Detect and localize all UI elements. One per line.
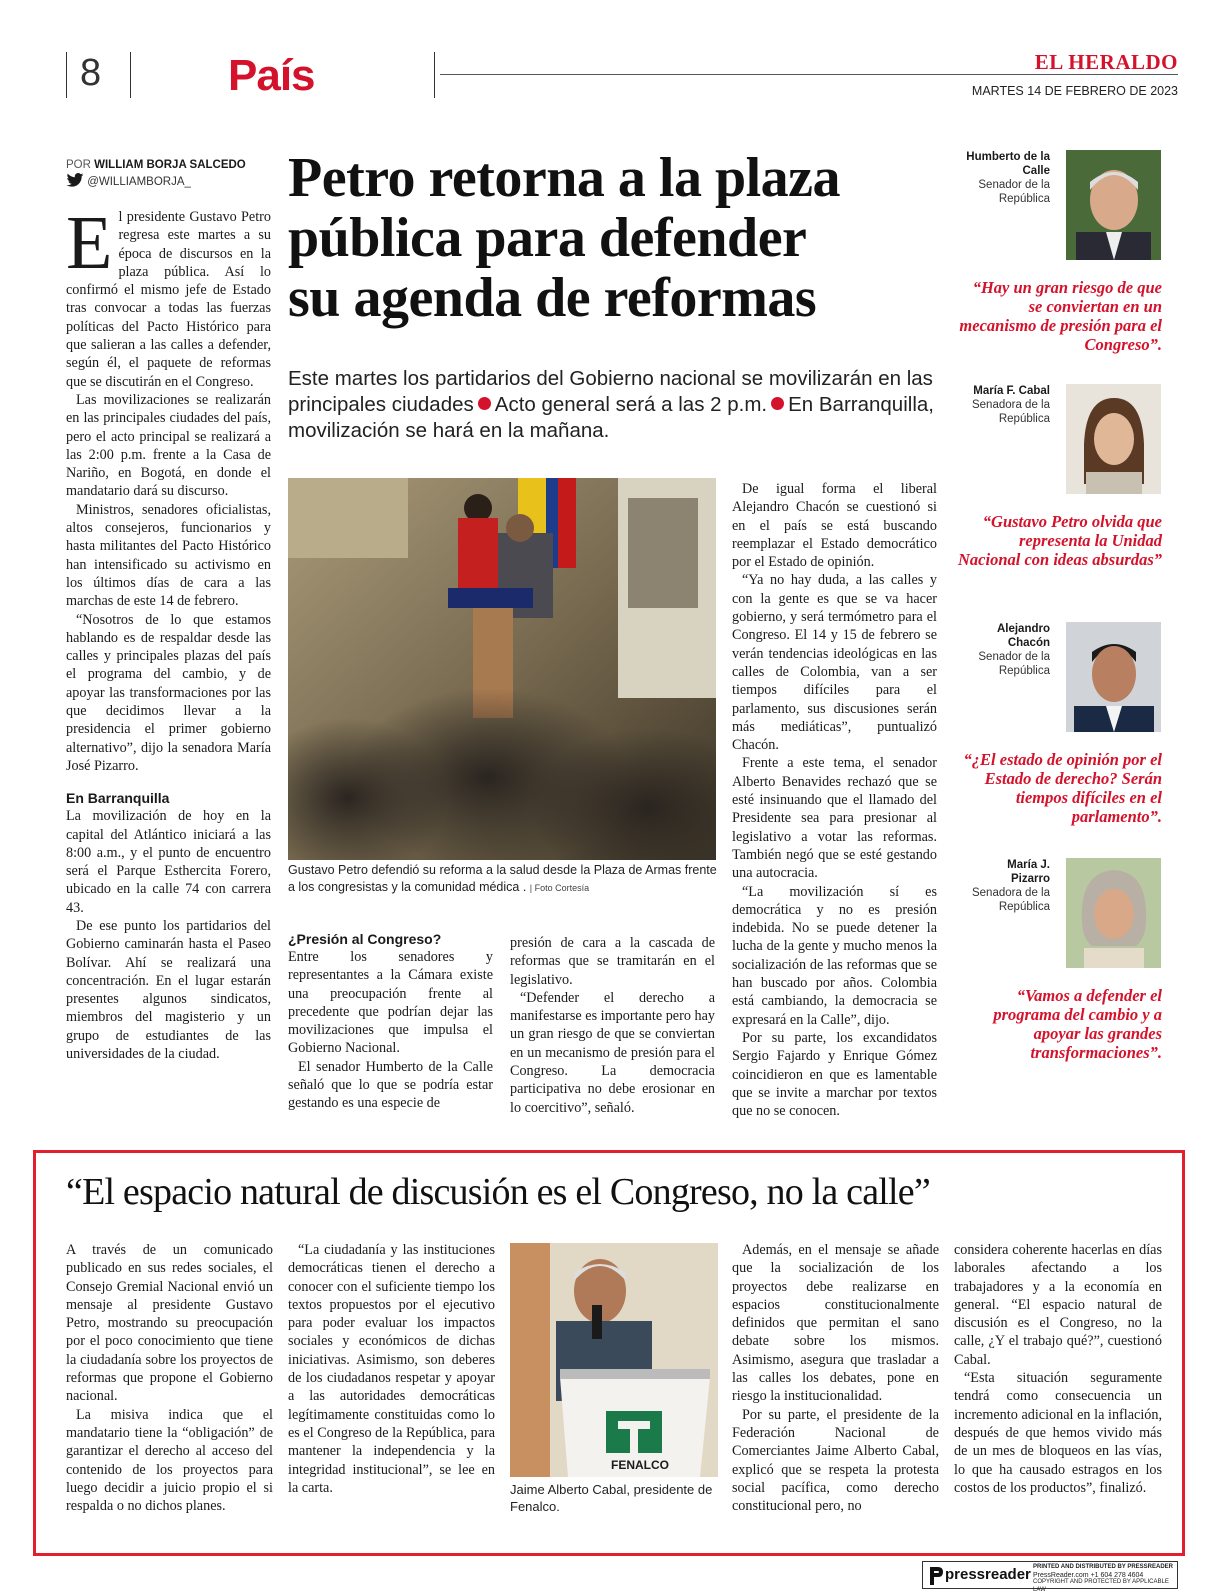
main-photo	[288, 478, 716, 860]
twitter-bird-icon	[66, 173, 84, 187]
pressreader-footer[interactable]	[922, 1561, 1178, 1593]
avatar	[1066, 384, 1161, 494]
headline-line: Petro retorna a la plaza	[288, 147, 841, 209]
article-column-1	[66, 201, 271, 1063]
sidebar-person-name: Alejandro Chacón Senador de la República	[956, 622, 1050, 678]
sidebar-person-name: María J. Pizarro Senadora de la República	[956, 858, 1050, 914]
paragraph: “Defender el derecho a manifestarse es importante pero hay un gran riesgo de que se conviertan en un mecanismo de presión para el Congreso. La democracia participativa no debe erosionar en lo coercitivo”, señaló.	[510, 989, 715, 1116]
sidebar-person-role: Senador de la República	[978, 651, 1050, 677]
paragraph: La movilización de hoy en la capital del Atlántico iniciará a las 8:00 a.m., y el punto de encuentro será el Parque Esthercita Forero, ubicado en la calle 74 con carrera 43.	[66, 808, 271, 916]
red-bullet-icon	[478, 397, 491, 410]
sidebar-quote: “¿El estado de opinión por el Estado de derecho? Serán tiempos difíciles en el parlamento”.	[963, 750, 1162, 826]
box-column-2	[288, 1241, 495, 1497]
article-column-2	[288, 930, 493, 1113]
sidebar-person-name: María F. Cabal Senadora de la República	[956, 384, 1050, 426]
avatar	[1066, 150, 1161, 260]
photo-credit: | Foto Cortesía	[529, 883, 590, 893]
box-photo	[510, 1243, 718, 1477]
paragraph: Por su parte, los excandidatos Sergio Fajardo y Enrique Gómez coincidieron en que es lamentable que se invite a marchar por textos que no se conocen.	[732, 1029, 937, 1120]
paragraph: l presidente Gustavo Petro regresa este martes a su época de discursos en la plaza pública. Así lo confirmó el mismo jefe de Estado tras convocar a todas las fuerzas políticas del Pacto Histórico para que salieran a las calles a defender, según él, el paquete de reformas que se discutirán en el Congreso.	[66, 209, 271, 390]
article-headline	[288, 148, 948, 328]
subhead: ¿Presión al Congreso?	[288, 931, 442, 947]
drop-cap: E	[66, 201, 113, 285]
avatar	[1066, 858, 1161, 968]
byline-handle: @WILLIAMBORJA_	[66, 173, 276, 190]
paragraph: Además, en el mensaje se añade que la socialización de los proyectos debe realizarse en espacios constitucionalmente definidos que permitan el sano debate sobre los mismos. Asimismo, asegura que trasladar a las calles los debates, pone en riesgo la institucionalidad.	[732, 1242, 939, 1405]
sidebar-person-role: Senadora de la República	[971, 887, 1050, 913]
paragraph: “Nosotros de lo que estamos hablando es de respaldar desde las calles y principales plazas del país el programa del cambio, y de apoyar las transformaciones por las que decidimos llevar a la presidencia el primer gobierno alternativo”, dijo la senadora María José Pizarro.	[66, 611, 271, 774]
article-column-4	[732, 480, 937, 1120]
issue-date: MARTES 14 DE FEBRERO DE 2023	[971, 84, 1178, 98]
paragraph: Por su parte, el presidente de la Federación Nacional de Comerciantes Jaime Alberto Cabal, explicó que se respeta la protesta social pacífica, como derecho constitucional pero, no	[732, 1406, 939, 1515]
box-photo-caption: Jaime Alberto Cabal, presidente de Fenalco.	[510, 1482, 713, 1514]
paragraph: De ese punto los partidarios del Gobierno caminarán hasta el Paseo Bolívar. Ahí se realizará una concentración. En el lugar estarán presentes algunos sindicatos, miembros del magisterio y un grupo de estudiantes de las universidades de la ciudad.	[66, 917, 271, 1063]
box-column-3	[732, 1241, 939, 1515]
sidebar-person-role: Senador de la República	[978, 179, 1050, 205]
paragraph: “La movilización sí es democrática y no es presión indebida. No se puede detener la lucha de la gente y mucho menos la socialización de las reformas que se han buscado por años. Colombia está cambiando, la democracia se expresará en la Calle”, dijo.	[732, 883, 937, 1028]
article-column-3	[510, 934, 715, 1117]
masthead: EL HERALDO	[1034, 50, 1178, 74]
main-photo-caption: Gustavo Petro defendió su reforma a la salud desde la Plaza de Armas frente a los congresistas y la comunidad médica . | Foto Cortesía	[288, 863, 717, 894]
sidebar-person-role: Senadora de la República	[971, 399, 1050, 425]
pressreader-brand: pressreader	[945, 1566, 1031, 1583]
paragraph: Las movilizaciones se realizarán en las principales ciudades del país, pero el acto principal se realizará a las 2:00 p.m. frente a la Casa de Nariño, en Bogotá, en donde el mandatario dará su discurso.	[66, 391, 271, 500]
paragraph: De igual forma el liberal Alejandro Chacón se cuestionó si en el país se está buscando reemplazar el Estado democrático por el Estado de opinión.	[732, 481, 937, 571]
headline-line: su agenda de reformas	[288, 267, 817, 329]
pressreader-logo-icon	[928, 1567, 944, 1585]
byline	[66, 157, 276, 190]
paragraph: Frente a este tema, el senador Alberto Benavides rechazó que se esté insinuando que el llamado del Presidente sea para presionar al legislativo a votar las reformas. También negó que se esté gestando una autocracia.	[732, 755, 937, 882]
paragraph: presión de cara a la cascada de reformas que se tramitarán en el legislativo.	[510, 935, 715, 988]
paragraph: A través de un comunicado publicado en sus redes sociales, el Consejo Gremial Nacional envió un mensaje al presidente Gustavo Petro, mostrando su preocupación por el poco conocimiento que tiene la ciudadanía sobre los proyectos de reformas que propone el Gobierno nacional.	[66, 1242, 273, 1405]
pressreader-info: PRINTED AND DISTRIBUTED BY PRESSREADER PressReader.com +1 604 278 4604 COPYRIGHT AND PROTECTED BY APPLICABLE LAW	[1033, 1564, 1174, 1593]
paragraph: Ministros, senadores oficialistas, altos consejeros, funcionarios y hasta militantes del Pacto Histórico han intensificado su activismo en los últimos días de cara a las marchas de este 14 de febrero.	[66, 501, 271, 610]
page-number: 8	[80, 52, 102, 94]
page-header	[0, 0, 1224, 110]
article-deck: Este martes los partidarios del Gobierno nacional se movilizarán en las principales ciudades Acto general será a las 2 p.m. En Barranquilla, movilización se hará en la mañana.	[288, 367, 934, 442]
box-headline: “El espacio natural de discusión es el Congreso, no la calle”	[66, 1171, 930, 1213]
paragraph: “La ciudadanía y las instituciones democráticas tienen el derecho a conocer con el suficiente tiempo los textos propuestos por el ejecutivo para poder evaluar los impactos sociales y económicos de dichas iniciativas. Asimismo, son deberes de los ciudadanos respetar y apoyar a las autoridades democráticas legítimamente constituidas como lo es el Congreso de la República, para mantener la independencia y la integridad institucional”, se lee en la carta.	[288, 1242, 495, 1496]
paragraph: “Ya no hay duda, a las calles y con la gente es que se va hacer gobierno, y será termómetro para el Congreso. El 14 y 15 de febrero se verán tendencias ideológicas en las calles de Colombia, van a ser tiempos difíciles para el parlamento, sus discusiones serán más mediáticas”, puntualizó Chacón.	[732, 572, 937, 754]
red-bullet-icon	[771, 397, 784, 410]
avatar	[1066, 622, 1161, 732]
box-column-4	[954, 1241, 1162, 1497]
sidebar-quotes	[956, 148, 1162, 1078]
paragraph: considera coherente hacerlas en días laborales afectando a los trabajadores y a la economía en general. “El espacio natural de discusión es el Congreso, no la calle, ¿Y el trabajo qué?”, cuestionó Cabal.	[954, 1242, 1162, 1368]
sidebar-person-name: Humberto de la Calle Senador de la República	[956, 150, 1050, 206]
paragraph: La misiva indica que el mandatario tiene la “obligación” de garantizar el derecho al acceso del contenido de los proyectos para luego decidir a juicio propio el si respalda o no dichos planes.	[66, 1406, 273, 1515]
paragraph: Entre los senadores y representantes a la Cámara existe una preocupación frente al precedente que podrían dejar las movilizaciones que impulsa el Gobierno Nacional.	[288, 949, 493, 1057]
paragraph: El senador Humberto de la Calle señaló que lo que se podría estar gestando es una especie de	[288, 1058, 493, 1112]
box-photo-logo: FENALCO	[611, 1458, 669, 1472]
subhead: En Barranquilla	[66, 790, 170, 807]
box-column-1	[66, 1241, 273, 1515]
sidebar-quote: “Hay un gran riesgo de que se conviertan en un mecanismo de presión para el Congreso”.	[959, 278, 1162, 354]
section-title: País	[228, 51, 315, 100]
headline-line: pública para defender	[288, 207, 807, 269]
paragraph: “Esta situación seguramente tendrá como consecuencia un incremento adicional en la inflación, después de que hemos vivido más de un mes de bloqueos en las vías, lo que ha causado estragos en los costos de los productos”, finalizó.	[954, 1370, 1162, 1496]
boxed-article	[33, 1150, 1185, 1556]
byline-author: POR WILLIAM BORJA SALCEDO	[66, 159, 246, 171]
sidebar-quote: “Gustavo Petro olvida que representa la Unidad Nacional con ideas absurdas”	[958, 512, 1162, 569]
sidebar-quote: “Vamos a defender el programa del cambio y a apoyar las grandes transformaciones”.	[993, 986, 1162, 1062]
